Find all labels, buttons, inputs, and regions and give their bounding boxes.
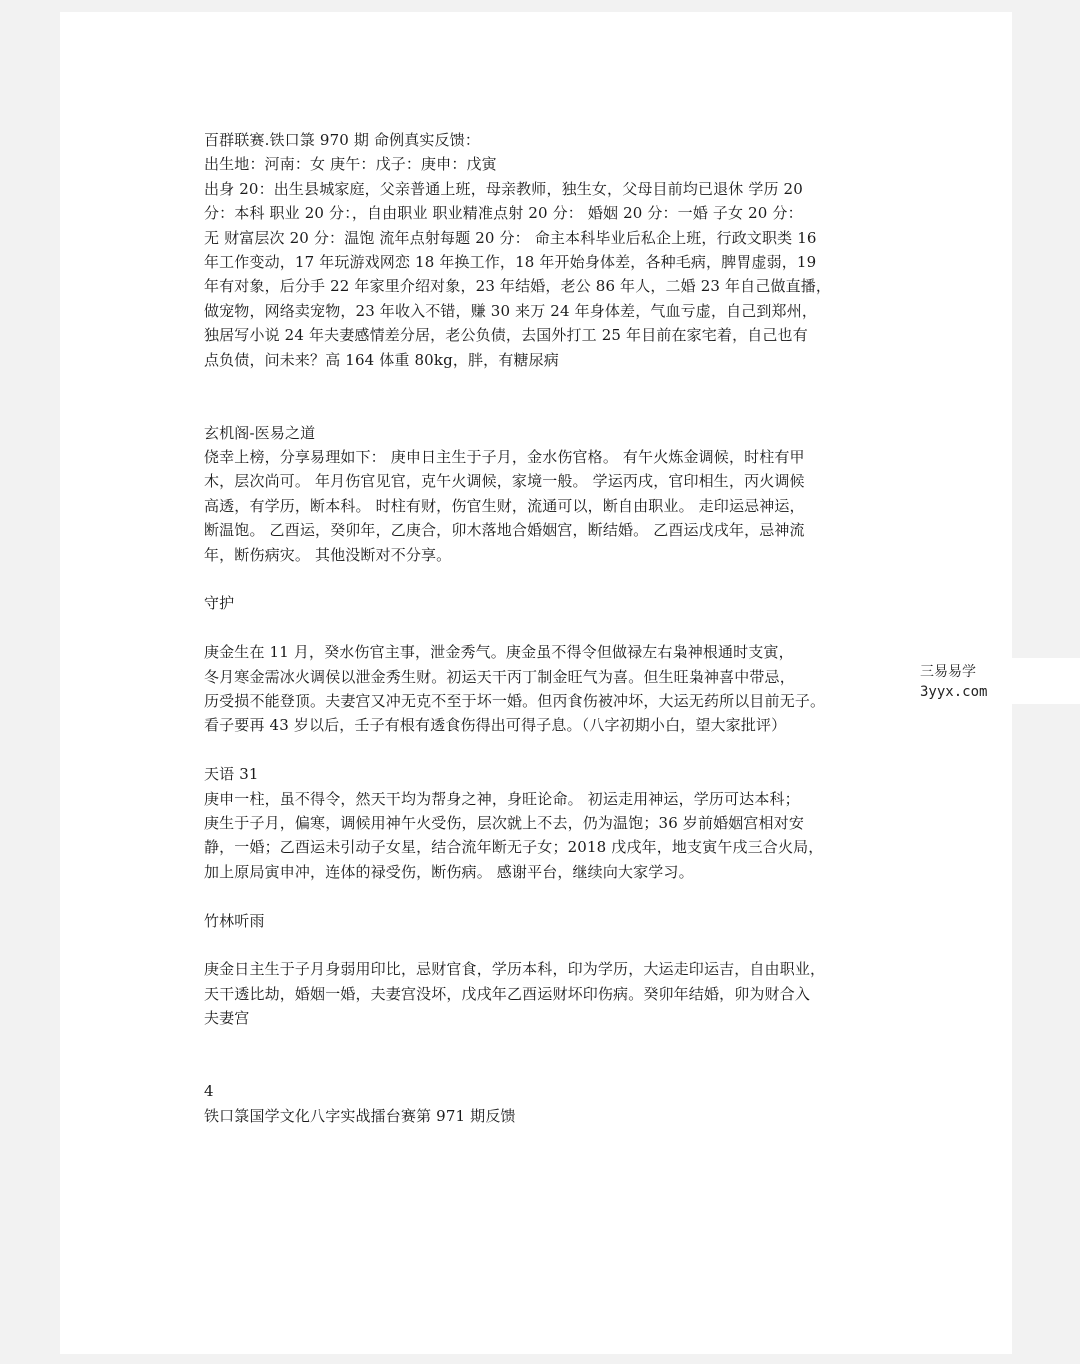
- text-line: 年有对象，后分手 22 年家里介绍对象，23 年结婚，老公 86 年人，二婚 23 年自己做直播，: [204, 277, 832, 296]
- section-title: 竹林听雨: [204, 911, 265, 930]
- text-line: 木，层次尚可。 年月伤官见官，克午火调候，家境一般。 学运丙戌，官印相生，丙火调候: [204, 472, 805, 491]
- section-title: 玄机阁-医易之道: [204, 423, 316, 442]
- section-title: 守护: [204, 594, 235, 613]
- text-line: 庚金生在 11 月，癸水伤官主事，泄金秀气。庚金虽不得令但做禄左右枭神根通时支寅，: [204, 643, 794, 662]
- watermark-url: 3yyx.com: [920, 684, 988, 700]
- footer-title: 铁口箓国学文化八字实战擂台赛第 971 期反馈: [204, 1106, 516, 1125]
- text-line: 冬月寒金需冰火调侯以泄金秀生财。初运天干丙丁制金旺气为喜。但生旺枭神喜中带忌，: [204, 667, 795, 686]
- document-page: [60, 12, 1012, 1354]
- section-title: 天语 31: [204, 765, 259, 784]
- text-line: 分：本科 职业 20 分：，自由职业 职业精准点射 20 分： 婚姻 20 分：一婚 子女 20 分：: [204, 204, 803, 223]
- text-line: 出生地：河南：女 庚午：戊子：庚申：戊寅: [204, 155, 497, 174]
- page-number: 4: [204, 1082, 214, 1101]
- watermark-name: 三易易学: [920, 664, 976, 680]
- text-line: 历受损不能登顶。夫妻宫又冲无克不至于坏一婚。但丙食伤被冲坏，大运无药所以目前无子。: [204, 692, 826, 710]
- document-content: [204, 128, 868, 1128]
- text-line: 做宠物，网络卖宠物，23 年收入不错，赚 30 来万 24 年身体差，气血亏虚，自己到郑州，: [204, 301, 818, 320]
- text-line: 庚生于子月，偏寒，调候用神午火受伤，层次就上不去，仍为温饱；36 岁前婚姻宫相对安: [204, 813, 805, 832]
- text-line: 百群联赛.铁口箓 970 期 命例真实反馈：: [204, 131, 481, 149]
- text-line: 高透，有学历，断本科。 时柱有财，伤官生财，流通可以，断自由职业。 走印运忌神运，: [204, 496, 805, 515]
- text-line: 加上原局寅申冲，连体的禄受伤，断伤病。 感谢平台，继续向大家学习。: [204, 862, 694, 881]
- text-line: 独居写小说 24 年夫妻感情差分居，老公负债，去国外打工 25 年目前在家宅着，自己也有: [204, 326, 808, 345]
- text-line: 年工作变动，17 年玩游戏网恋 18 年换工作，18 年开始身体差，各种毛病，脾胃虚弱，19: [204, 252, 817, 271]
- watermark: [908, 658, 1080, 704]
- text-line: 看子要再 43 岁以后，壬子有根有透食伤得出可得子息。（八字初期小白，望大家批评）: [204, 716, 787, 735]
- text-line: 夫妻宫: [204, 1009, 250, 1028]
- text-line: 点负债，问未来？高 164 体重 80kg，胖，有糖尿病: [204, 350, 559, 369]
- text-line: 静，一婚；乙酉运未引动子女星，结合流年断无子女；2018 戊戌年，地支寅午戌三合火局，: [204, 838, 824, 857]
- text-line: 断温饱。 乙酉运，癸卯年，乙庚合，卯木落地合婚姻宫，断结婚。 乙酉运戊戌年，忌神流: [204, 521, 805, 540]
- text-line: 出身 20：出生县城家庭，父亲普通上班，母亲教师，独生女，父母目前均已退休 学历 20: [204, 179, 803, 198]
- text-line: 年，断伤病灾。 其他没断对不分享。: [204, 545, 452, 564]
- text-line: 天干透比劫，婚姻一婚，夫妻宫没坏，戊戌年乙酉运财坏印伤病。癸卯年结婚，卯为财合入: [204, 984, 811, 1003]
- text-line: 无 财富层次 20 分：温饱 流年点射每题 20 分： 命主本科毕业后私企上班，行政文职类 16: [204, 228, 817, 247]
- text-line: 侥幸上榜，分享易理如下： 庚申日主生于子月，金水伤官格。 有午火炼金调候，时柱有甲: [204, 448, 805, 467]
- text-line: 庚金日主生于子月身弱用印比，忌财官食，学历本科，印为学历，大运走印运吉，自由职业，: [204, 960, 826, 979]
- text-line: 庚申一柱，虽不得令，然天干均为帮身之神，身旺论命。 初运走用神运，学历可达本科；: [204, 789, 800, 808]
